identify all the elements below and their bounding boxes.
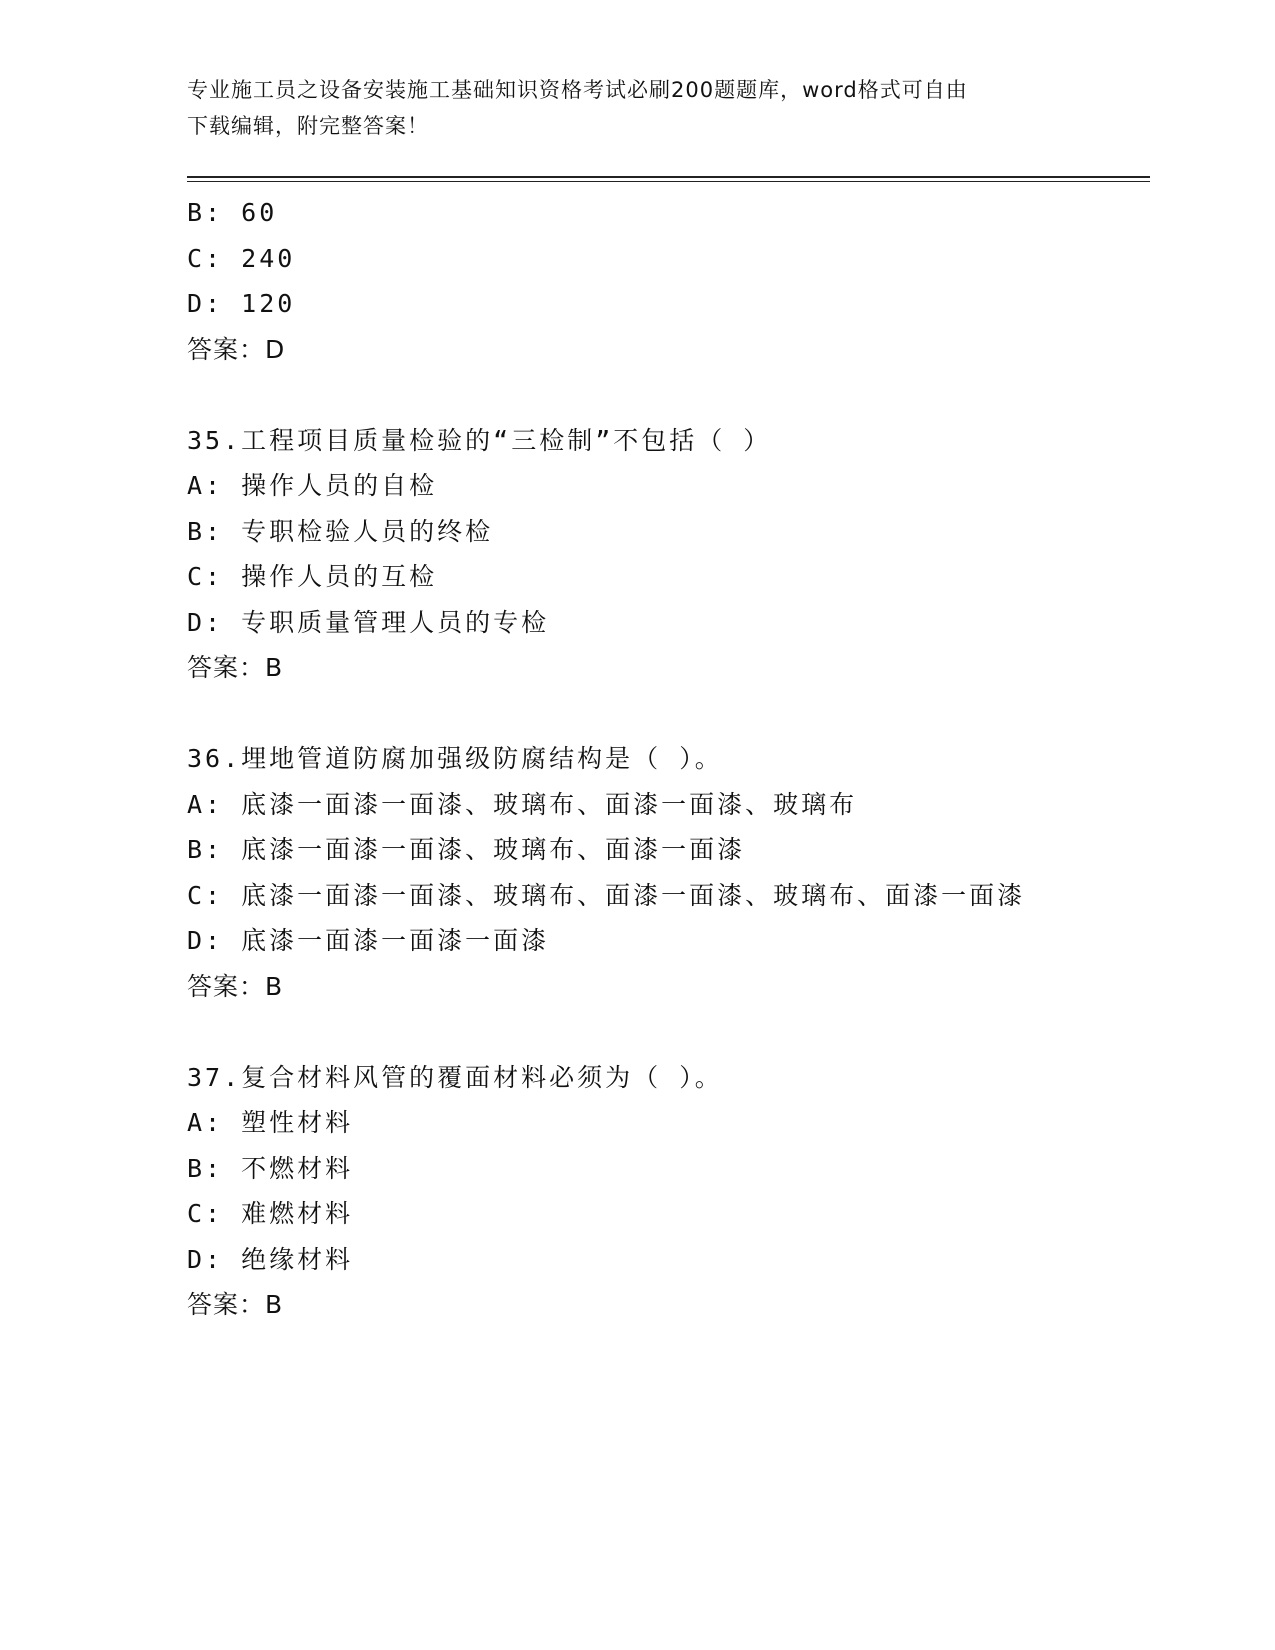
question-stem: 36.埋地管道防腐加强级防腐结构是（ ）。 bbox=[187, 744, 723, 773]
question-35 bbox=[187, 418, 1147, 691]
document-header bbox=[187, 72, 1067, 144]
question-stem: 35.工程项目质量检验的“三检制”不包括（ ） bbox=[187, 425, 772, 455]
header-title-line-2: 下载编辑，附完整答案！ bbox=[187, 114, 429, 138]
option-d: D: 专职质量管理人员的专检 bbox=[187, 607, 550, 637]
option-c: C: 底漆一面漆一面漆、玻璃布、面漆一面漆、玻璃布、面漆一面漆 bbox=[187, 880, 1026, 910]
header-divider-thick bbox=[187, 176, 1150, 178]
option-b: B: 专职检验人员的终检 bbox=[187, 516, 494, 546]
option-a: A: 塑性材料 bbox=[187, 1108, 354, 1137]
option-c: C: 难燃材料 bbox=[187, 1199, 354, 1228]
option-b: B: 不燃材料 bbox=[187, 1153, 354, 1183]
answer-line: 答案：B bbox=[187, 1290, 284, 1319]
option-b: B: 60 bbox=[187, 198, 278, 227]
option-d: D: 120 bbox=[187, 289, 296, 318]
option-d: D: 底漆一面漆一面漆一面漆 bbox=[187, 926, 550, 955]
question-37 bbox=[187, 1055, 1147, 1328]
option-c: C: 操作人员的互检 bbox=[187, 562, 438, 591]
question-stem: 37.复合材料风管的覆面材料必须为（ ）。 bbox=[187, 1062, 723, 1092]
option-a: A: 底漆一面漆一面漆、玻璃布、面漆一面漆、玻璃布 bbox=[187, 789, 858, 819]
option-a: A: 操作人员的自检 bbox=[187, 471, 438, 500]
answer-line: 答案：B bbox=[187, 971, 284, 1001]
answer-line: 答案：D bbox=[187, 334, 286, 364]
question-36 bbox=[187, 736, 1147, 1009]
question-list bbox=[187, 190, 1147, 1328]
option-b: B: 底漆一面漆一面漆、玻璃布、面漆一面漆 bbox=[187, 835, 746, 864]
option-c: C: 240 bbox=[187, 243, 296, 273]
header-divider-thin bbox=[187, 181, 1150, 182]
header-title-line-1: 专业施工员之设备安装施工基础知识资格考试必刷200题题库，word格式可自由 bbox=[187, 78, 968, 102]
continued-question bbox=[187, 190, 1147, 372]
option-d: D: 绝缘材料 bbox=[187, 1244, 354, 1274]
answer-line: 答案：B bbox=[187, 653, 284, 682]
